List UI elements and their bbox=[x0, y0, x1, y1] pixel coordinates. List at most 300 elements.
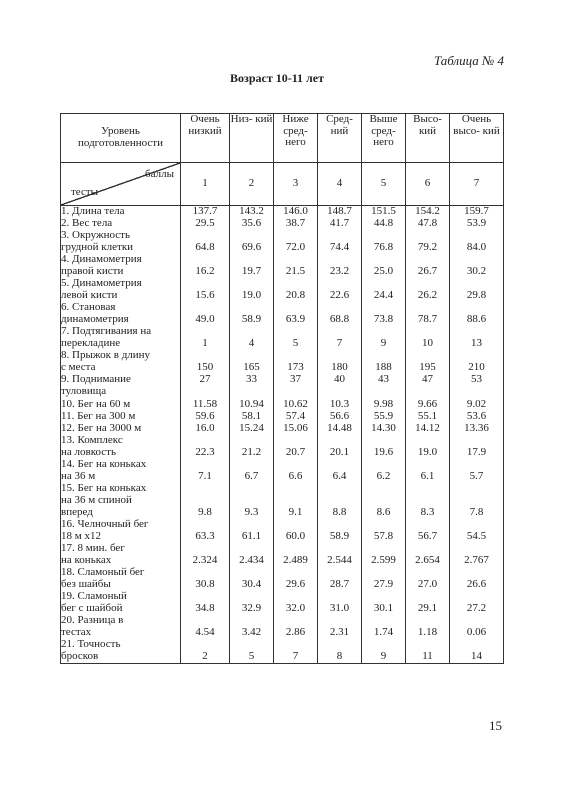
value-cell: 79.2 bbox=[417, 242, 438, 254]
value-cell bbox=[181, 386, 229, 398]
value-cell bbox=[406, 350, 449, 362]
value-cell bbox=[181, 567, 229, 579]
level-header-7: Очень высо- кий bbox=[450, 114, 504, 163]
value-cell: 33 bbox=[246, 374, 257, 386]
value-cell bbox=[362, 639, 405, 651]
test-name-line: грудной клетки bbox=[61, 242, 134, 254]
value-cell: 22.3 bbox=[195, 446, 215, 458]
value-cell: 154.2 bbox=[415, 206, 440, 217]
value-cell bbox=[181, 230, 229, 242]
value-cell: 9.98 bbox=[373, 398, 394, 410]
value-cell bbox=[362, 519, 405, 531]
test-name-line: 10. Бег на 60 м bbox=[61, 398, 131, 410]
value-cell: 2 bbox=[202, 651, 208, 663]
value-cell bbox=[230, 567, 273, 579]
value-cell: 53 bbox=[471, 374, 482, 386]
value-cell: 9.02 bbox=[466, 398, 487, 410]
values-column-2 bbox=[230, 206, 274, 664]
value-cell bbox=[181, 302, 229, 314]
value-cell: 14.30 bbox=[371, 422, 396, 434]
value-cell: 6.6 bbox=[288, 470, 303, 482]
value-cell bbox=[318, 350, 361, 362]
value-cell: 5.7 bbox=[469, 470, 484, 482]
value-cell: 69.6 bbox=[241, 242, 262, 254]
value-cell: 27.9 bbox=[373, 578, 394, 590]
value-cell: 16.2 bbox=[195, 266, 215, 278]
value-cell: 9.8 bbox=[198, 506, 212, 518]
value-cell: 23.2 bbox=[329, 266, 350, 278]
value-cell: 30.8 bbox=[195, 578, 215, 590]
value-cell bbox=[406, 615, 449, 627]
value-cell bbox=[230, 483, 273, 495]
value-cell: 58.1 bbox=[241, 410, 262, 422]
test-name-line: с места bbox=[61, 362, 96, 374]
value-cell: 19.0 bbox=[417, 446, 438, 458]
value-cell: 20.1 bbox=[329, 446, 350, 458]
value-cell bbox=[362, 386, 405, 398]
test-name-line: 16. Челночный бег bbox=[61, 518, 149, 530]
value-cell bbox=[274, 302, 317, 314]
value-cell bbox=[362, 435, 405, 447]
test-name-line: 15. Бег на коньках bbox=[61, 482, 147, 494]
test-name-line: 18. Сламоный бег bbox=[61, 566, 145, 578]
value-cell: 55.9 bbox=[373, 410, 394, 422]
value-cell bbox=[450, 591, 503, 603]
value-cell bbox=[362, 567, 405, 579]
value-cell: 64.8 bbox=[195, 242, 215, 254]
test-name-line: 5. Динамометрия bbox=[61, 278, 142, 290]
value-cell: 26.7 bbox=[417, 266, 438, 278]
value-cell: 26.6 bbox=[466, 578, 487, 590]
value-cell: 10.94 bbox=[239, 398, 264, 410]
tests-label: тесты bbox=[71, 186, 99, 199]
value-cell bbox=[450, 350, 503, 362]
value-cell: 146.0 bbox=[283, 206, 308, 217]
value-cell: 19.0 bbox=[241, 290, 262, 302]
value-cell: 72.0 bbox=[285, 242, 306, 254]
page-heading: Возраст 10-11 лет bbox=[230, 71, 325, 85]
value-cell bbox=[318, 483, 361, 495]
value-cell bbox=[181, 543, 229, 555]
value-cell bbox=[181, 350, 229, 362]
value-cell: 19.7 bbox=[241, 266, 262, 278]
value-cell: 11.58 bbox=[192, 398, 218, 410]
diagonal-header-cell bbox=[61, 163, 181, 206]
value-cell: 47.8 bbox=[417, 218, 438, 230]
value-cell bbox=[274, 615, 317, 627]
value-cell bbox=[181, 459, 229, 471]
value-cell bbox=[450, 567, 503, 579]
value-cell bbox=[406, 483, 449, 495]
value-cell bbox=[274, 591, 317, 603]
value-cell: 76.8 bbox=[373, 242, 394, 254]
value-cell: 180 bbox=[331, 362, 348, 374]
value-cell: 60.0 bbox=[285, 530, 306, 542]
test-name-line: бег с шайбой bbox=[61, 603, 123, 615]
value-cell: 29.6 bbox=[285, 578, 306, 590]
value-cell bbox=[406, 543, 449, 555]
value-cell: 150 bbox=[196, 362, 214, 374]
test-name-line: на коньках bbox=[61, 554, 112, 566]
value-cell: 2.31 bbox=[329, 627, 350, 639]
value-cell: 32.0 bbox=[285, 603, 306, 615]
value-cell bbox=[362, 230, 405, 242]
value-cell: 173 bbox=[287, 362, 304, 374]
level-header-5: Выше сред- него bbox=[362, 114, 406, 163]
value-cell bbox=[406, 591, 449, 603]
value-cell bbox=[274, 519, 317, 531]
value-cell bbox=[450, 302, 503, 314]
value-cell bbox=[274, 639, 317, 651]
value-cell: 31.0 bbox=[329, 603, 350, 615]
value-cell: 25.0 bbox=[373, 266, 394, 278]
value-cell bbox=[181, 435, 229, 447]
test-name-line: 9. Поднимание bbox=[61, 374, 131, 386]
value-cell: 7 bbox=[336, 338, 343, 350]
value-cell: 2.86 bbox=[285, 627, 306, 639]
value-cell: 11 bbox=[422, 651, 433, 663]
value-cell: 9.1 bbox=[288, 506, 303, 518]
value-cell: 8.6 bbox=[376, 506, 391, 518]
value-cell bbox=[406, 386, 449, 398]
test-name-line: 2. Вес тела bbox=[61, 218, 113, 230]
value-cell: 7 bbox=[292, 651, 299, 663]
value-cell: 9 bbox=[380, 338, 387, 350]
value-cell bbox=[318, 459, 361, 471]
value-cell bbox=[450, 519, 503, 531]
value-cell bbox=[450, 435, 503, 447]
value-cell: 14 bbox=[471, 651, 482, 663]
value-cell: 188 bbox=[375, 362, 392, 374]
value-cell bbox=[362, 483, 405, 495]
test-name-line: 17. 8 мин. бег bbox=[61, 542, 125, 554]
value-cell: 43 bbox=[378, 374, 389, 386]
value-cell: 10.3 bbox=[329, 398, 350, 410]
points-cell: 3 bbox=[274, 163, 318, 206]
value-cell: 1.74 bbox=[373, 627, 394, 639]
value-cell: 151.5 bbox=[371, 206, 396, 217]
value-cell bbox=[230, 591, 273, 603]
value-cell bbox=[230, 459, 273, 471]
value-cell bbox=[362, 302, 405, 314]
value-cell bbox=[274, 435, 317, 447]
value-cell bbox=[318, 591, 361, 603]
value-cell bbox=[230, 326, 273, 338]
value-cell: 1 bbox=[202, 338, 208, 350]
level-header-6: Высо- кий bbox=[406, 114, 450, 163]
value-cell: 195 bbox=[419, 362, 436, 374]
value-cell bbox=[181, 615, 229, 627]
value-cell: 27 bbox=[199, 374, 211, 386]
value-cell: 78.7 bbox=[417, 314, 438, 326]
value-cell bbox=[362, 254, 405, 266]
value-cell bbox=[230, 519, 273, 531]
value-cell: 27.2 bbox=[466, 603, 487, 615]
value-cell: 26.2 bbox=[417, 290, 438, 302]
value-cell: 10 bbox=[422, 338, 433, 350]
value-cell: 159.7 bbox=[464, 206, 489, 217]
value-cell: 68.8 bbox=[329, 314, 350, 326]
data-row bbox=[61, 206, 504, 664]
value-cell: 38.7 bbox=[285, 218, 306, 230]
value-cell: 32.9 bbox=[241, 603, 262, 615]
value-cell bbox=[362, 591, 405, 603]
value-cell: 6.7 bbox=[244, 470, 259, 482]
values-column-7 bbox=[450, 206, 504, 664]
value-cell: 22.6 bbox=[329, 290, 350, 302]
test-name-line: бросков bbox=[61, 651, 99, 663]
value-cell: 13.36 bbox=[464, 422, 489, 434]
value-cell bbox=[362, 278, 405, 290]
value-cell bbox=[274, 278, 317, 290]
value-cell: 73.8 bbox=[373, 314, 394, 326]
value-cell: 19.6 bbox=[373, 446, 394, 458]
values-column-6 bbox=[406, 206, 450, 664]
value-cell: 5 bbox=[292, 338, 299, 350]
value-cell bbox=[318, 519, 361, 531]
value-cell bbox=[230, 278, 273, 290]
value-cell: 2.767 bbox=[464, 554, 489, 566]
test-name-line: 4. Динамометрия bbox=[61, 254, 142, 266]
value-cell bbox=[450, 230, 503, 242]
value-cell bbox=[274, 230, 317, 242]
points-cell: 7 bbox=[450, 163, 504, 206]
values-column-4 bbox=[318, 206, 362, 664]
value-cell: 143.2 bbox=[239, 206, 264, 217]
value-cell: 5 bbox=[248, 651, 255, 663]
value-cell bbox=[362, 543, 405, 555]
value-cell bbox=[230, 615, 273, 627]
value-cell: 54.5 bbox=[466, 530, 487, 542]
value-cell bbox=[318, 639, 361, 651]
value-cell bbox=[230, 639, 273, 651]
value-cell bbox=[450, 483, 503, 495]
value-cell: 58.9 bbox=[329, 530, 350, 542]
value-cell bbox=[406, 459, 449, 471]
value-cell: 2.434 bbox=[239, 554, 264, 566]
value-cell: 30.4 bbox=[241, 578, 262, 590]
value-cell bbox=[450, 254, 503, 266]
value-cell bbox=[318, 615, 361, 627]
value-cell: 74.4 bbox=[329, 242, 350, 254]
value-cell bbox=[274, 543, 317, 555]
test-name-line: динамометрия bbox=[61, 314, 129, 326]
value-cell: 55.1 bbox=[417, 410, 438, 422]
value-cell: 8.8 bbox=[332, 506, 347, 518]
value-cell bbox=[181, 326, 229, 338]
value-cell bbox=[406, 495, 449, 507]
value-cell bbox=[181, 519, 229, 531]
value-cell: 53.9 bbox=[466, 218, 487, 230]
value-cell bbox=[230, 386, 273, 398]
level-header-1: Очень низкий bbox=[181, 114, 230, 163]
value-cell bbox=[406, 639, 449, 651]
level-header-3: Ниже сред- него bbox=[274, 114, 318, 163]
value-cell bbox=[450, 495, 503, 507]
norms-table bbox=[60, 113, 504, 664]
value-cell: 35.6 bbox=[241, 218, 262, 230]
value-cell: 63.9 bbox=[285, 314, 306, 326]
test-name-line: 7. Подтягивания на bbox=[61, 326, 152, 338]
level-header-2: Низ- кий bbox=[230, 114, 274, 163]
points-cell: 1 bbox=[181, 163, 230, 206]
value-cell: 34.8 bbox=[195, 603, 215, 615]
points-cell: 5 bbox=[362, 163, 406, 206]
value-cell: 6.1 bbox=[420, 470, 435, 482]
value-cell: 210 bbox=[468, 362, 485, 374]
value-cell: 16.0 bbox=[195, 422, 215, 434]
value-cell bbox=[362, 350, 405, 362]
value-cell bbox=[181, 639, 229, 651]
value-cell bbox=[450, 639, 503, 651]
level-header: Уровень подготовленности bbox=[61, 114, 181, 163]
value-cell bbox=[274, 386, 317, 398]
value-cell: 21.2 bbox=[241, 446, 262, 458]
value-cell: 29.8 bbox=[466, 290, 487, 302]
value-cell: 49.0 bbox=[195, 314, 215, 326]
test-name-line: 14. Бег на коньках bbox=[61, 458, 147, 470]
value-cell: 84.0 bbox=[466, 242, 487, 254]
value-cell: 30.1 bbox=[373, 603, 394, 615]
value-cell: 7.1 bbox=[198, 470, 212, 482]
value-cell bbox=[230, 230, 273, 242]
value-cell: 15.06 bbox=[283, 422, 308, 434]
table-caption: Таблица № 4 bbox=[433, 53, 504, 68]
value-cell bbox=[318, 386, 361, 398]
value-cell bbox=[406, 254, 449, 266]
value-cell: 15.6 bbox=[195, 290, 215, 302]
value-cell bbox=[318, 230, 361, 242]
value-cell bbox=[450, 615, 503, 627]
value-cell bbox=[318, 254, 361, 266]
value-cell: 2.324 bbox=[192, 554, 218, 566]
test-name-line: 8. Прыжок в длину bbox=[61, 350, 151, 362]
value-cell bbox=[230, 543, 273, 555]
value-cell: 20.8 bbox=[285, 290, 306, 302]
value-cell: 2.654 bbox=[415, 554, 440, 566]
test-name-line: левой кисти bbox=[61, 290, 118, 302]
value-cell: 2.544 bbox=[327, 554, 352, 566]
value-cell: 24.4 bbox=[373, 290, 394, 302]
value-cell bbox=[406, 302, 449, 314]
value-cell: 3.42 bbox=[241, 627, 262, 639]
value-cell: 165 bbox=[243, 362, 260, 374]
value-cell bbox=[362, 615, 405, 627]
test-name-line: 3. Окружность bbox=[61, 230, 130, 242]
test-name-line: 18 м x12 bbox=[61, 530, 101, 542]
value-cell bbox=[450, 459, 503, 471]
points-cell: 4 bbox=[318, 163, 362, 206]
value-cell bbox=[230, 495, 273, 507]
value-cell: 9.3 bbox=[244, 506, 259, 518]
value-cell bbox=[318, 495, 361, 507]
value-cell bbox=[181, 495, 229, 507]
test-name-line: тестах bbox=[61, 627, 92, 639]
value-cell bbox=[274, 350, 317, 362]
value-cell: 20.7 bbox=[285, 446, 306, 458]
value-cell bbox=[274, 483, 317, 495]
value-cell bbox=[274, 326, 317, 338]
values-column-5 bbox=[362, 206, 406, 664]
value-cell: 4 bbox=[248, 338, 255, 350]
value-cell: 29.1 bbox=[417, 603, 438, 615]
value-cell: 30.2 bbox=[466, 266, 487, 278]
value-cell bbox=[362, 459, 405, 471]
value-cell bbox=[362, 326, 405, 338]
value-cell: 41.7 bbox=[329, 218, 350, 230]
value-cell: 4.54 bbox=[195, 627, 215, 639]
value-cell: 6.2 bbox=[376, 470, 391, 482]
value-cell: 28.7 bbox=[329, 578, 350, 590]
value-cell bbox=[450, 326, 503, 338]
value-cell: 1.18 bbox=[417, 627, 438, 639]
value-cell: 57.4 bbox=[285, 410, 306, 422]
test-name-line: 13. Комплекс bbox=[61, 434, 123, 446]
test-name-line: на 36 м bbox=[61, 470, 96, 482]
value-cell bbox=[406, 230, 449, 242]
value-cell bbox=[318, 543, 361, 555]
test-name-line: на ловкость bbox=[61, 446, 116, 458]
value-cell bbox=[406, 326, 449, 338]
value-cell: 8 bbox=[336, 651, 343, 663]
test-name-line: без шайбы bbox=[61, 578, 111, 590]
value-cell: 59.6 bbox=[195, 410, 215, 422]
page-number: 15 bbox=[489, 718, 502, 733]
value-cell bbox=[274, 567, 317, 579]
test-name-line: вперед bbox=[61, 506, 93, 518]
test-names-column bbox=[61, 206, 181, 664]
test-name-line: туловища bbox=[61, 386, 107, 398]
value-cell bbox=[274, 495, 317, 507]
value-cell: 56.7 bbox=[417, 530, 438, 542]
value-cell: 8.3 bbox=[420, 506, 435, 518]
test-name-line: 12. Бег на 3000 м bbox=[61, 422, 142, 434]
value-cell: 44.8 bbox=[373, 218, 394, 230]
value-cell bbox=[230, 350, 273, 362]
value-cell bbox=[230, 435, 273, 447]
value-cell bbox=[230, 254, 273, 266]
value-cell bbox=[406, 278, 449, 290]
test-name-line: 1. Длина тела bbox=[61, 206, 125, 217]
test-name-line: 11. Бег на 300 м bbox=[61, 410, 136, 422]
value-cell: 10.62 bbox=[283, 398, 308, 410]
value-cell bbox=[450, 278, 503, 290]
value-cell bbox=[406, 435, 449, 447]
value-cell bbox=[181, 254, 229, 266]
value-cell bbox=[318, 435, 361, 447]
value-cell bbox=[181, 591, 229, 603]
test-name-line: на 36 м спиной bbox=[61, 494, 132, 506]
value-cell: 47 bbox=[422, 374, 433, 386]
value-cell bbox=[318, 567, 361, 579]
value-cell bbox=[318, 302, 361, 314]
points-cell: 6 bbox=[406, 163, 450, 206]
value-cell: 14.12 bbox=[415, 422, 440, 434]
value-cell: 57.8 bbox=[373, 530, 394, 542]
value-cell: 61.1 bbox=[241, 530, 262, 542]
values-column-3 bbox=[274, 206, 318, 664]
value-cell bbox=[450, 386, 503, 398]
test-name-line: 6. Становая bbox=[61, 302, 116, 314]
value-cell: 13 bbox=[471, 338, 482, 350]
value-cell bbox=[318, 278, 361, 290]
value-cell: 14.48 bbox=[327, 422, 352, 434]
value-cell: 0.06 bbox=[466, 627, 487, 639]
value-cell bbox=[406, 567, 449, 579]
value-cell bbox=[181, 278, 229, 290]
value-cell: 56.6 bbox=[329, 410, 350, 422]
value-cell: 40 bbox=[334, 374, 345, 386]
